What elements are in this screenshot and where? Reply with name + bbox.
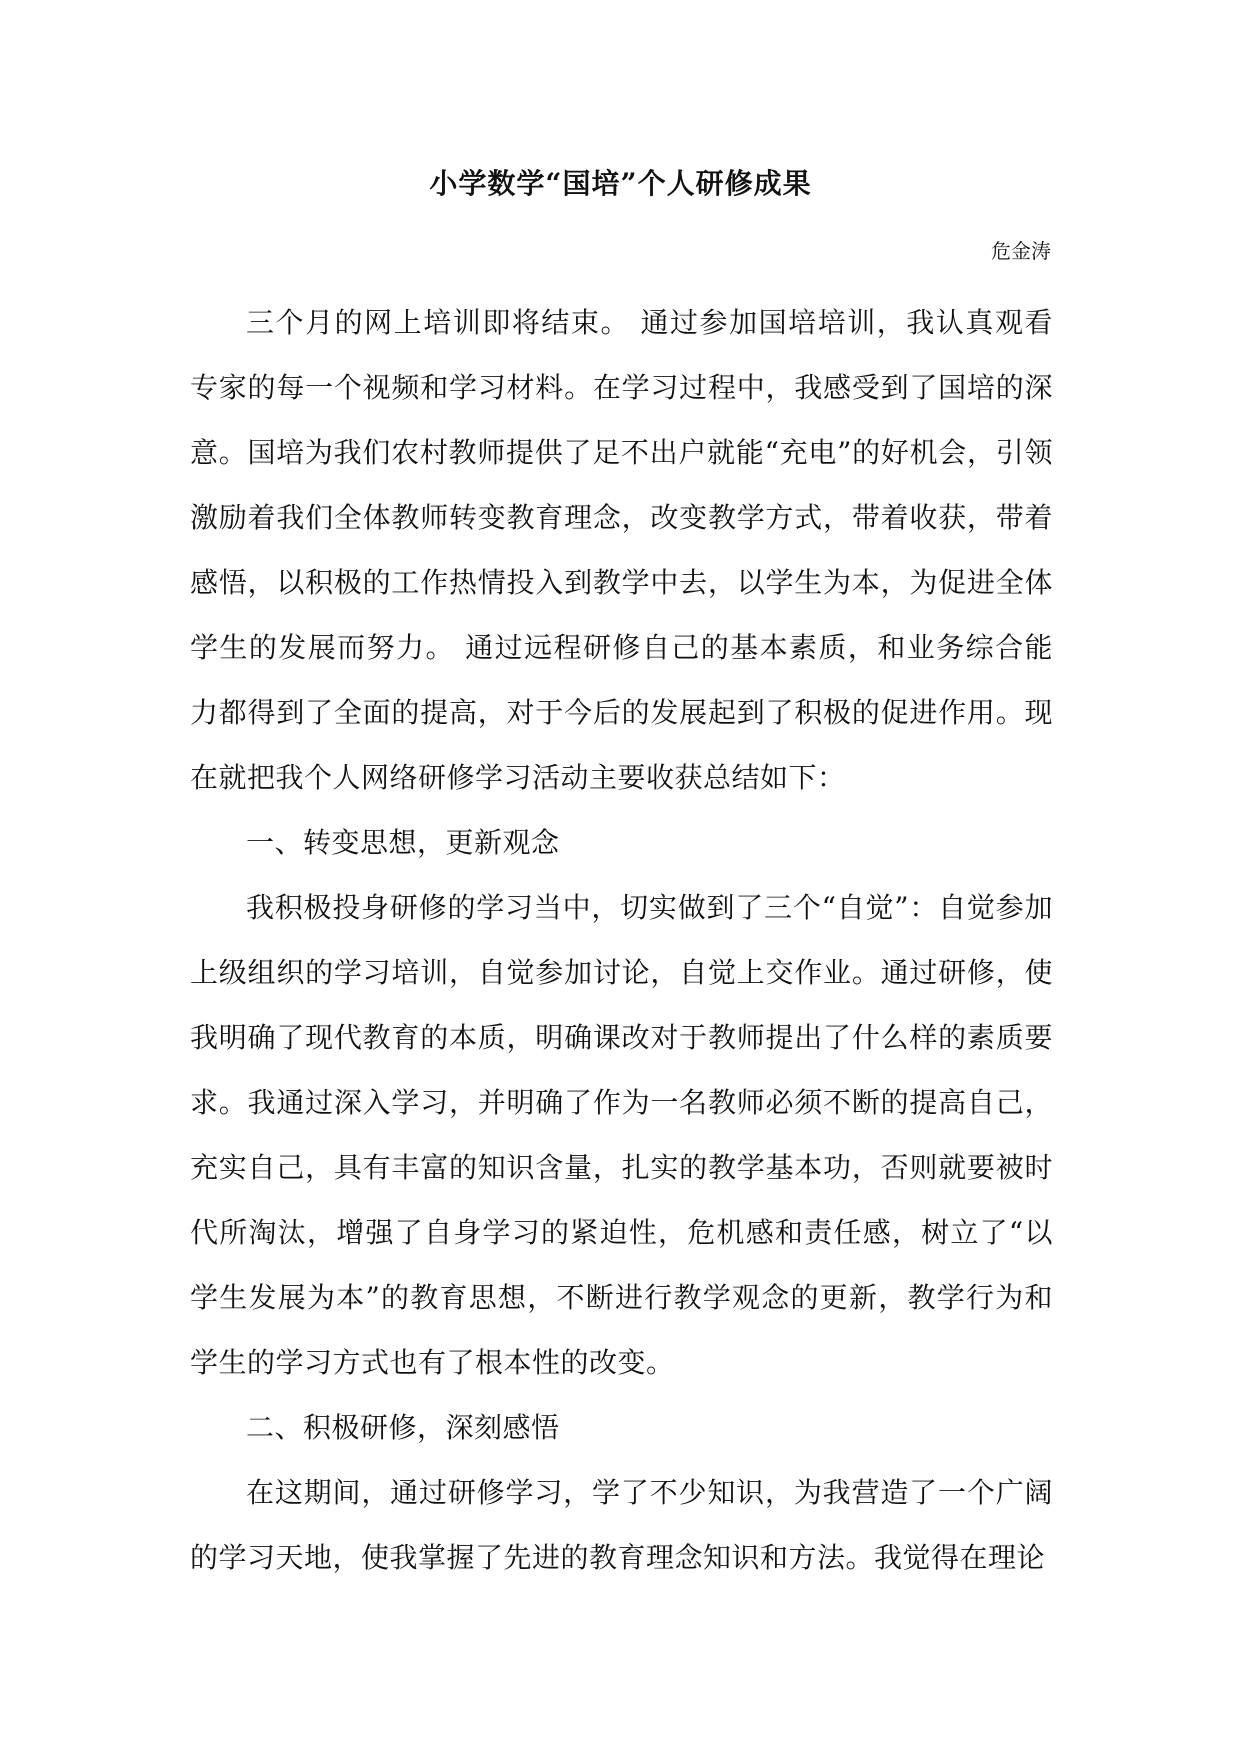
paragraph-intro: 三个月的网上培训即将结束。 通过参加国培培训，我认真观看专家的每一个视频和学习材料。在学习过程中，我感受到了国培的深意。国培为我们农村教师提供了足不出户就能“充电”的好机会，引领激励着我们全体教师转变教育理念，改变教学方式，带着收获，带着感悟，以积极的工作热情投入到教学中去，以学生为本，为促进全体学生的发展而努力。 通过远程研修自己的基本素质，和业务综合能力都得到了全面的提高，对于今后的发展起到了积极的促进作用。现在就把我个人网络研修学习活动主要收获总结如下：	[190, 306, 1053, 794]
document-body	[190, 290, 1053, 1590]
section-heading-1: 一、转变思想，更新观念	[246, 826, 560, 859]
author-name: 危金涛	[991, 239, 1051, 263]
paragraph-section-2: 在这期间，通过研修学习，学了不少知识，为我营造了一个广阔的学习天地，使我掌握了先进的教育理念知识和方法。我觉得在理论	[190, 1476, 1053, 1574]
paragraph-section-1: 我积极投身研修的学习当中，切实做到了三个“自觉”：自觉参加上级组织的学习培训，自觉参加讨论，自觉上交作业。通过研修，使我明确了现代教育的本质，明确课改对于教师提出了什么样的素质要求。我通过深入学习，并明确了作为一名教师必须不断的提高自己，充实自己，具有丰富的知识含量，扎实的教学基本功，否则就要被时代所淘汰，增强了自身学习的紧迫性，危机感和责任感，树立了“以学生发展为本”的教育思想，不断进行教学观念的更新，教学行为和学生的学习方式也有了根本性的改变。	[190, 891, 1053, 1379]
section-heading-2: 二、积极研修，深刻感悟	[246, 1411, 560, 1444]
document-title: 小学数学“国培”个人研修成果	[429, 167, 812, 200]
